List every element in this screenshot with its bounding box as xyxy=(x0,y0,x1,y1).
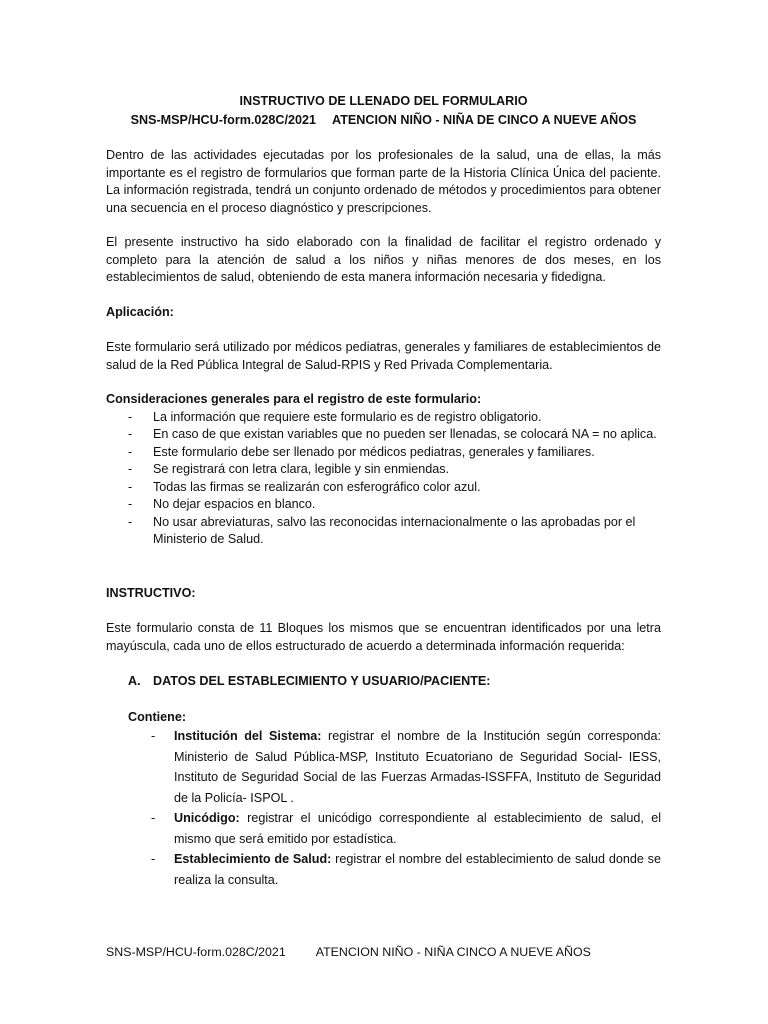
list-item: - Todas las firmas se realizarán con esferográfico color azul. xyxy=(106,479,661,497)
page-footer xyxy=(106,944,591,962)
consideraciones-heading: Consideraciones generales para el registro de este formulario: xyxy=(106,392,482,406)
aplicacion-text: Este formulario será utilizado por médicos pediatras, generales y familiares de establecimientos de salud de la Red Pública Integral de Salud-RPIS y Red Privada Complementaria. xyxy=(106,340,661,372)
aplicacion-heading: Aplicación: xyxy=(106,304,174,319)
bloque-a-title: DATOS DEL ESTABLECIMIENTO Y USUARIO/PACIENTE: xyxy=(153,674,491,688)
document-subtitle xyxy=(106,112,661,130)
list-item: - Este formulario debe ser llenado por médicos pediatras, generales y familiares. xyxy=(106,444,661,462)
bloque-a-items xyxy=(106,726,661,890)
footer-code: SNS-MSP/HCU-form.028C/2021 xyxy=(106,945,286,959)
item-text: registrar el unicódigo correspondiente al establecimiento de salud, el mismo que será emitido por estadística. xyxy=(174,811,661,846)
list-item: - En caso de que existan variables que no pueden ser llenadas, se colocará NA = no aplica. xyxy=(106,426,661,444)
list-item xyxy=(106,808,661,849)
consideraciones-list xyxy=(106,409,661,549)
contiene-label: Contiene: xyxy=(128,709,187,724)
instructivo-heading: INSTRUCTIVO: xyxy=(106,585,196,600)
form-code: SNS-MSP/HCU-form.028C/2021 xyxy=(130,112,317,127)
bloque-a-heading xyxy=(106,673,661,691)
bloque-a-letter: A. xyxy=(128,674,141,688)
instructivo-text: Este formulario consta de 11 Bloques los mismos que se encuentran identificados por una letra mayúscula, cada uno de ellos estructurado de acuerdo a determinada información requerida: xyxy=(106,621,661,653)
form-subject: ATENCION NIÑO - NIÑA DE CINCO A NUEVE AÑOS xyxy=(332,112,637,127)
item-label: Unicódigo: xyxy=(174,811,240,825)
document-page xyxy=(106,93,661,890)
list-item xyxy=(106,726,661,808)
document-title: INSTRUCTIVO DE LLENADO DEL FORMULARIO xyxy=(239,94,528,108)
item-text: registrar el nombre de la Institución según corresponda: Ministerio de Salud Pública-MSP, Instituto Ecuatoriano de Seguridad Social- IESS, Instituto de Seguridad Social de las Fuerzas Armadas-ISSFFA, Instituto de Seguridad de la Policía- ISPOL . xyxy=(174,729,661,805)
item-label: Establecimiento de Salud: xyxy=(174,852,332,866)
intro-paragraph-2: El presente instructivo ha sido elaborado con la finalidad de facilitar el registro ordenado y completo para la atención de salud a los niños y niñas menores de dos meses, en los establecimientos de salud, obteniendo de esta manera información necesaria y fidedigna. xyxy=(106,235,661,284)
list-item: - No usar abreviaturas, salvo las reconocidas internacionalmente o las aprobadas por el Ministerio de Salud. xyxy=(106,514,661,549)
intro-paragraph-1: Dentro de las actividades ejecutadas por los profesionales de la salud, una de ellas, la más importante es el registro de formularios que forman parte de la Historia Clínica Única del paciente. La información registrada, tendrá un conjunto ordenado de métodos y procedimientos para obtener una secuencia en el proceso diagnóstico y prescripciones. xyxy=(106,148,661,215)
list-item: - La información que requiere este formulario es de registro obligatorio. xyxy=(106,409,661,427)
list-item: - No dejar espacios en blanco. xyxy=(106,496,661,514)
list-item: - Se registrará con letra clara, legible y sin enmiendas. xyxy=(106,461,661,479)
footer-subject: ATENCION NIÑO - NIÑA CINCO A NUEVE AÑOS xyxy=(315,945,591,959)
item-label: Institución del Sistema: xyxy=(174,729,322,743)
list-item xyxy=(106,849,661,890)
item-text: registrar el nombre del establecimiento de salud donde se realiza la consulta. xyxy=(174,852,661,887)
